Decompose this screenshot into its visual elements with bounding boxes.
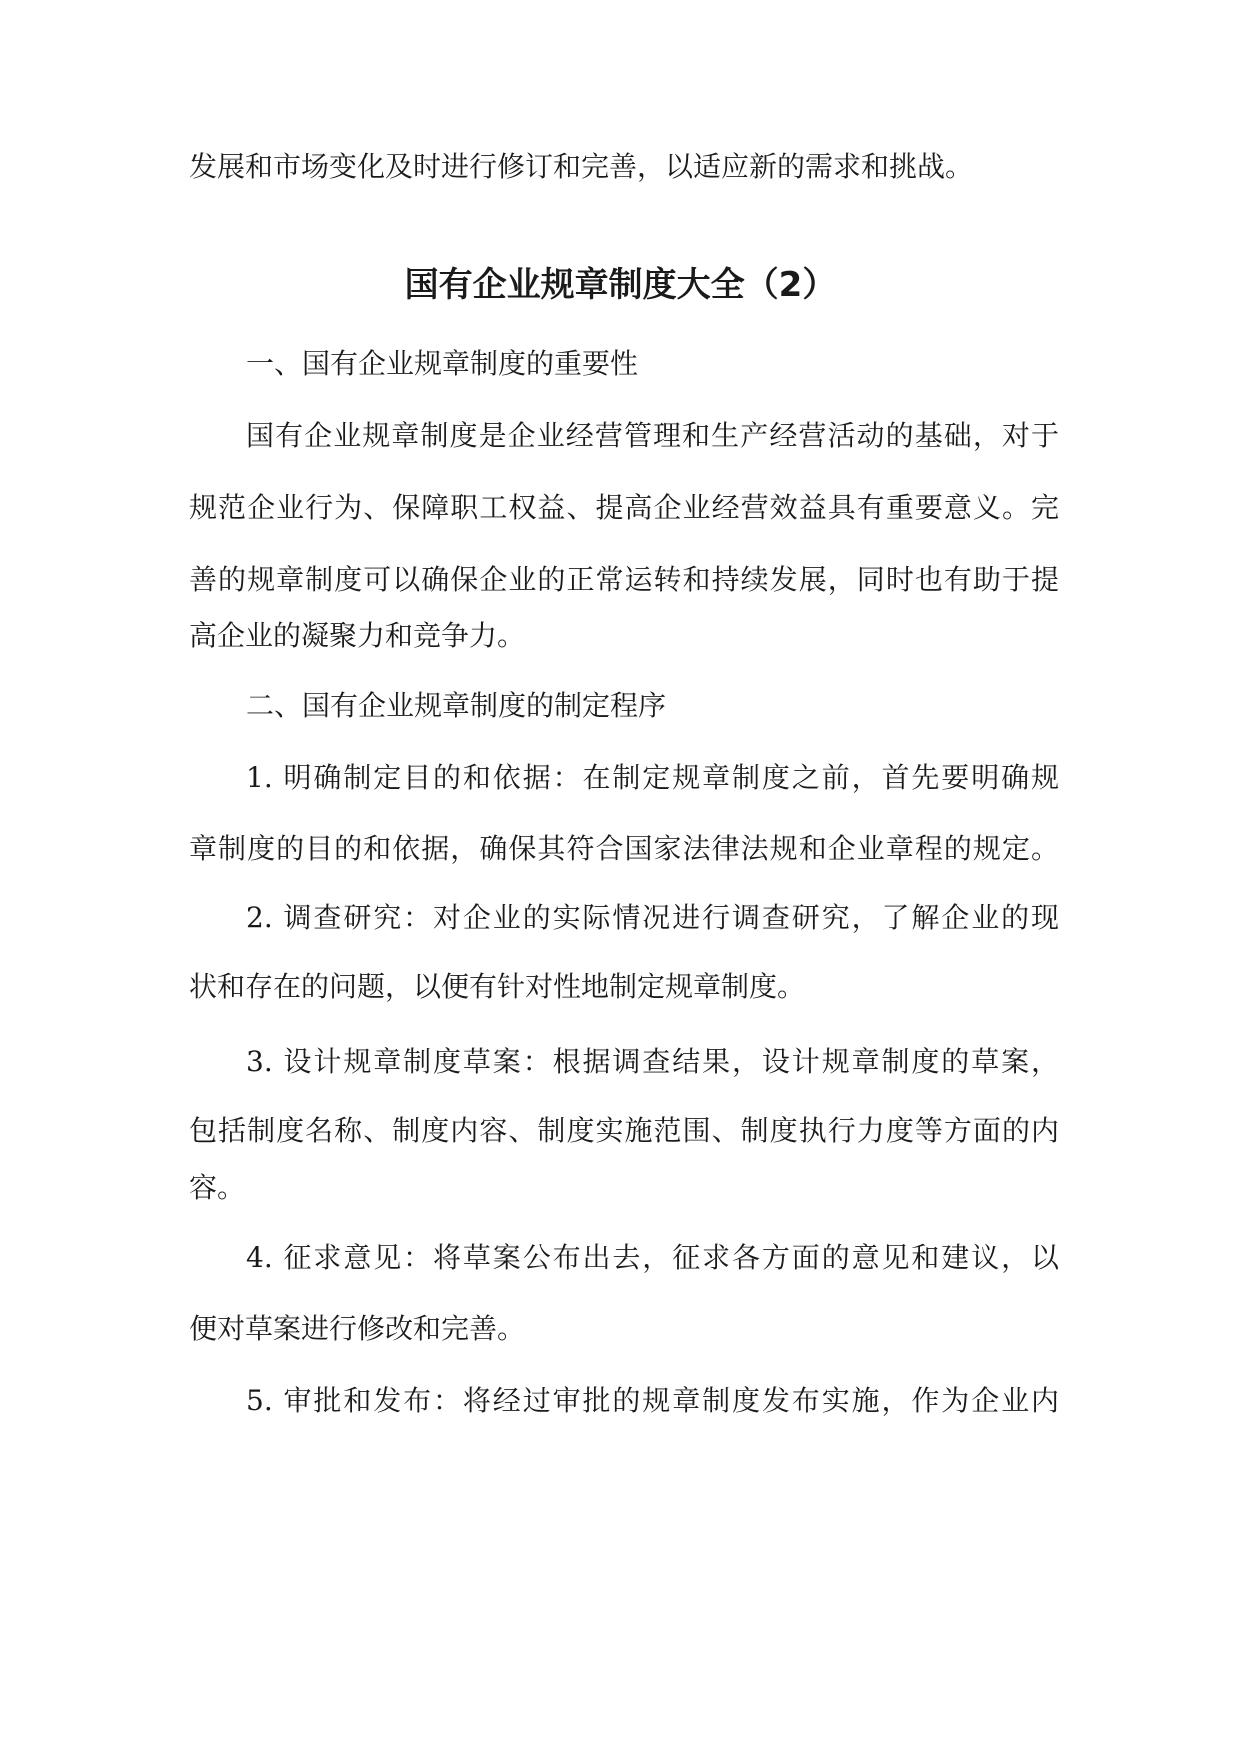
item-3-line: 容。 — [189, 1171, 246, 1204]
item-3-line: 包括制度名称、制度内容、制度实施范围、制度执行力度等方面的内 — [189, 1114, 1059, 1147]
section1-para-line: 国有企业规章制度是企业经营管理和生产经营活动的基础，对于 — [246, 419, 1059, 452]
item-2-line: 状和存在的问题，以便有针对性地制定规章制度。 — [189, 970, 806, 1003]
item-3-line: 3. 设计规章制度草案：根据调查结果，设计规章制度的草案， — [246, 1045, 1059, 1078]
section1-heading: 一、国有企业规章制度的重要性 — [246, 347, 639, 380]
section1-para-line: 善的规章制度可以确保企业的正常运转和持续发展，同时也有助于提 — [189, 563, 1059, 596]
section1-para-line: 高企业的凝聚力和竞争力。 — [189, 619, 526, 652]
section1-para-line: 规范企业行为、保障职工权益、提高企业经营效益具有重要意义。完 — [189, 491, 1059, 524]
item-5-line: 5. 审批和发布：将经过审批的规章制度发布实施，作为企业内 — [246, 1384, 1059, 1417]
item-4-line: 便对草案进行修改和完善。 — [189, 1312, 526, 1345]
item-2-line: 2. 调查研究：对企业的实际情况进行调查研究，了解企业的现 — [246, 901, 1059, 934]
page-title: 国有企业规章制度大全（2） — [404, 265, 837, 305]
item-1-line: 1. 明确制定目的和依据：在制定规章制度之前，首先要明确规 — [246, 761, 1059, 794]
continuation-line: 发展和市场变化及时进行修订和完善，以适应新的需求和挑战。 — [189, 150, 974, 183]
section2-heading: 二、国有企业规章制度的制定程序 — [246, 689, 667, 722]
item-1-line: 章制度的目的和依据，确保其符合国家法律法规和企业章程的规定。 — [189, 832, 1059, 865]
item-4-line: 4. 征求意见：将草案公布出去，征求各方面的意见和建议，以 — [246, 1241, 1059, 1274]
